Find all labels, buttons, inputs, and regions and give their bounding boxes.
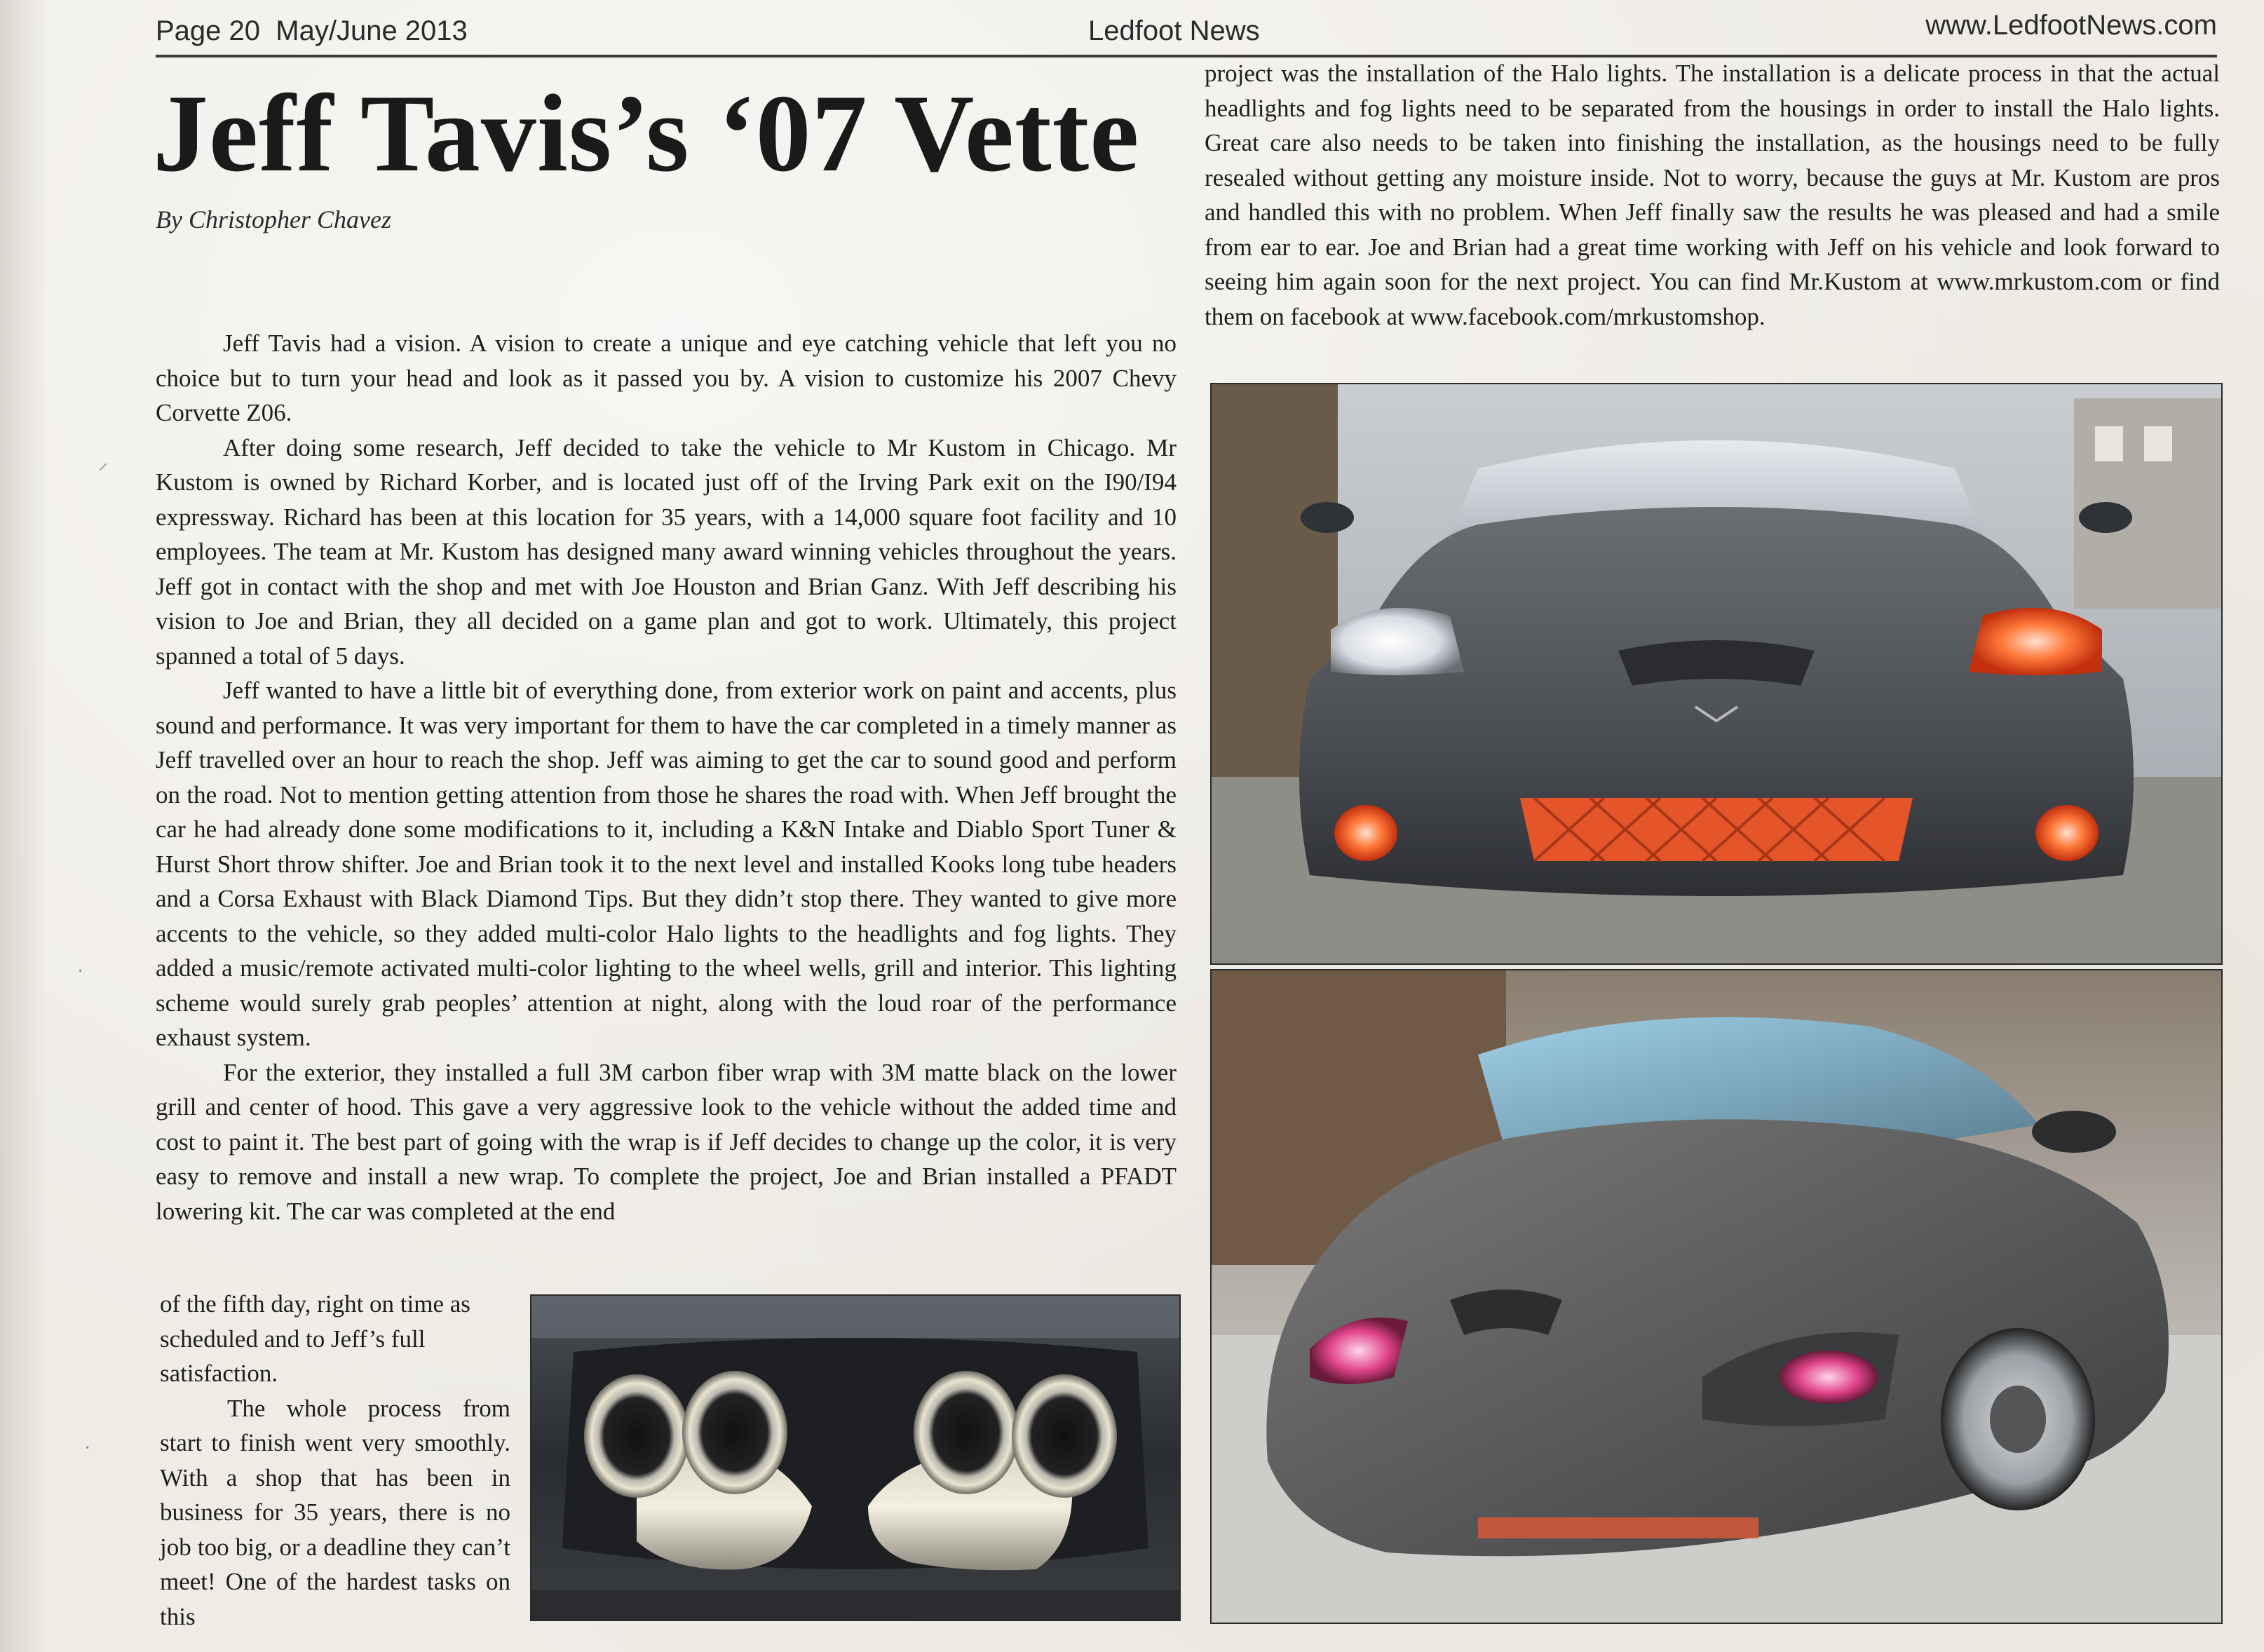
scan-shadow bbox=[0, 0, 49, 1652]
article-paragraph: The whole process from start to finish went very smoothly. With a shop that has been in business for 35 years, there is no job too big, or a deadline they can’t meet! One of the hardest tasks on this bbox=[160, 1394, 510, 1630]
article-paragraph: For the exterior, they installed a full 3M carbon fiber wrap with 3M matte black on the lower grill and center of hood. This gave a very aggressive look to the vehicle without the added time and cost to paint it. The best part of going with the wrap is if Jeff decides to change up the color, it is very easy to remove and install a new wrap. To complete the project, Joe and Brian installed a PFADT lowering kit. The car was completed at the end bbox=[156, 1058, 1177, 1225]
scan-speck: ⸝ bbox=[98, 452, 109, 474]
corvette-side-photo bbox=[1212, 970, 2221, 1623]
article-paragraph: of the fifth day, right on time as scheduled and to Jeff’s full satisfaction. bbox=[160, 1290, 470, 1387]
article-paragraph: Jeff wanted to have a little bit of everything done, from exterior work on paint and accents, plus sound and performance. It was very important for them to have the car completed in a timely manner as Jeff travelled over an hour to reach the shop. Jeff was aiming to get the car to sound good and perform on the road. Not to mention getting attention from those he shares the road with. When Jeff brought the car he had already done some modifications to it, including a K&N Intake and Diablo Sport Tuner & Hurst Short throw shifter. Joe and Brian took it to the next level and installed Kooks long tube headers and a Corsa Exhaust with Black Diamond Tips. But they didn’t stop there. They wanted to give more accents to the vehicle, so they added multi-color Halo lights to the headlights and fog lights. They added a music/remote activated multi-color lighting to the wheel wells, grill and interior. This lighting scheme would surely grab peoples’ attention at night, along with the loud roar of the performance exhaust system. bbox=[156, 677, 1177, 1051]
page-header bbox=[156, 8, 2217, 55]
scan-speck: · bbox=[84, 1437, 91, 1459]
article-paragraph: After doing some research, Jeff decided to take the vehicle to Mr Kustom in Chicago. Mr Kustom is owned by Richard Korber, and is located just off of the Irving Park exit on the I90/I94 expressway. Richard has been at this location for 35 years, with a 14,000 square foot facility and 10 employees. The team at Mr. Kustom has designed many award winning vehicles throughout the years. Jeff got in contact with the shop and met with Joe Houston and Brian Ganz. With Jeff describing his vision to Joe and Brian, they all decided on a game plan and got to work. Ultimately, this project spanned a total of 5 days. bbox=[156, 433, 1177, 670]
article-column-1-continued bbox=[160, 1287, 510, 1634]
article-paragraph: project was the installation of the Halo lights. The installation is a delicate process in that the actual headlights and fog lights need to be separated from the housings in order to install the Halo lights. Great care also needs to be taken into finishing the installation, as the housings need to be fully resealed without getting any moisture inside. Not to worry, because the guys at Mr. Kustom are pros and handled this with no problem. When Jeff finally saw the results he was pleased and had a smile from ear to ear. Joe and Brian had a great time working with Jeff on his vehicle and look forward to seeing him again soon for the next project. You can find Mr.Kustom at www.mrkustom.com or find them on facebook at www.facebook.com/mrkustomshop. bbox=[1205, 60, 2220, 330]
website-url: www.LedfootNews.com bbox=[1925, 10, 2217, 41]
page-info bbox=[156, 15, 468, 47]
article-column-2 bbox=[1205, 56, 2220, 334]
publication-name: Ledfoot News bbox=[1088, 15, 1260, 46]
page-number: Page 20 bbox=[156, 15, 261, 46]
scan-speck: · bbox=[77, 961, 84, 982]
corvette-front-photo bbox=[1212, 384, 2221, 963]
article-headline: Jeff Tavis’s ‘07 Vette bbox=[153, 72, 1140, 195]
article-byline: By Christopher Chavez bbox=[156, 205, 391, 233]
exhaust-tips-photo bbox=[531, 1296, 1179, 1620]
article-paragraph: Jeff Tavis had a vision. A vision to create a unique and eye catching vehicle that left you no choice but to turn your head and look as it passed you by. A vision to customize his 2007 Chevy Corvette Z06. bbox=[156, 330, 1177, 426]
article-column-1 bbox=[156, 326, 1177, 1228]
issue-date: May/June 2013 bbox=[276, 15, 468, 46]
